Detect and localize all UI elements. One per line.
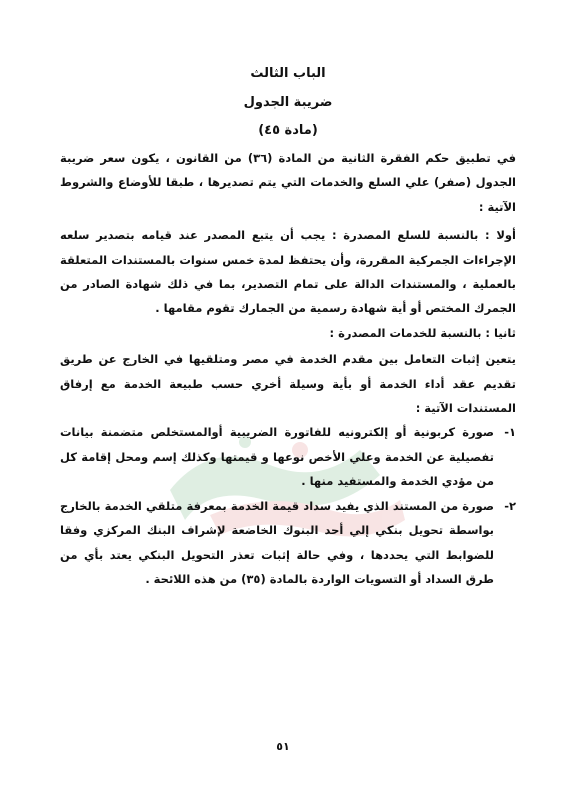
page-content: [60, 66, 516, 591]
article-number: (مادة ٤٥): [258, 123, 318, 138]
intro-paragraph: في تطبيق حكم الفقرة الثانية من المادة (٣٦) من القانون ، يكون سعر ضريبة الجدول (صفر) علي السلع والخدمات التي يتم تصديرها ، طبقا للأوضاع والشروط الآتية :: [60, 151, 516, 214]
exported-goods-paragraph: أولا : بالنسبة للسلع المصدرة : يجب أن يتبع المصدر عند قيامه بتصدير سلعه الإجراءات الجمركية المقررة، وأن يحتفظ لمدة خمس سنوات بالمستندات المتعلقة بالعملية ، والمستندات الدالة على تمام التصدير، بما في ذلك شهادة الصادر من الجمرك المختص أو أية شهادة رسمية من الجمارك تقوم مقامها .: [60, 228, 516, 316]
list-item-number: ١-: [504, 425, 516, 440]
exported-services-paragraph: يتعين إثبات التعامل بين مقدم الخدمة في مصر ومتلقيها في الخارج عن طريق تقديم عقد أداء الخدمة أو بأية وسيلة أخري حسب طبيعة الخدمة مع إرفاق المستندات الآتية :: [60, 352, 516, 416]
section-title: ضريبة الجدول: [243, 95, 333, 110]
list-item: [60, 494, 516, 592]
page-number: ٥١: [276, 740, 290, 753]
list-item-text: صورة كربونية أو إلكترونيه للفاتورة الضريبية أوالمستخلص متضمنة بيانات تفصيلية عن الخدمة وعلي الأخص نوعها و قيمتها وكذلك إسم ومحل إقامة كل من مؤدي الخدمة والمستفيد منها .: [60, 425, 494, 489]
exported-services-label: ثانيا : بالنسبة للخدمات المصدرة :: [329, 325, 516, 340]
list-item-number: ٢-: [504, 498, 516, 513]
chapter-heading: الباب الثالث: [250, 66, 326, 81]
list-item-text: صورة من المستند الذي يفيد سداد قيمة الخدمة بمعرفة متلقي الخدمة بالخارج بواسطة تحويل بنكي إلي أحد البنوك الخاضعة لإشراف البنك المركزي وفقا للضوابط التي يحددها ، وفي حالة إثبات تعذر التحويل البنكي يعتد بأي من طرق السداد أو التسويات الواردة بالمادة (٣٥) من هذه اللائحة .: [60, 498, 494, 586]
list-item: [60, 420, 516, 493]
